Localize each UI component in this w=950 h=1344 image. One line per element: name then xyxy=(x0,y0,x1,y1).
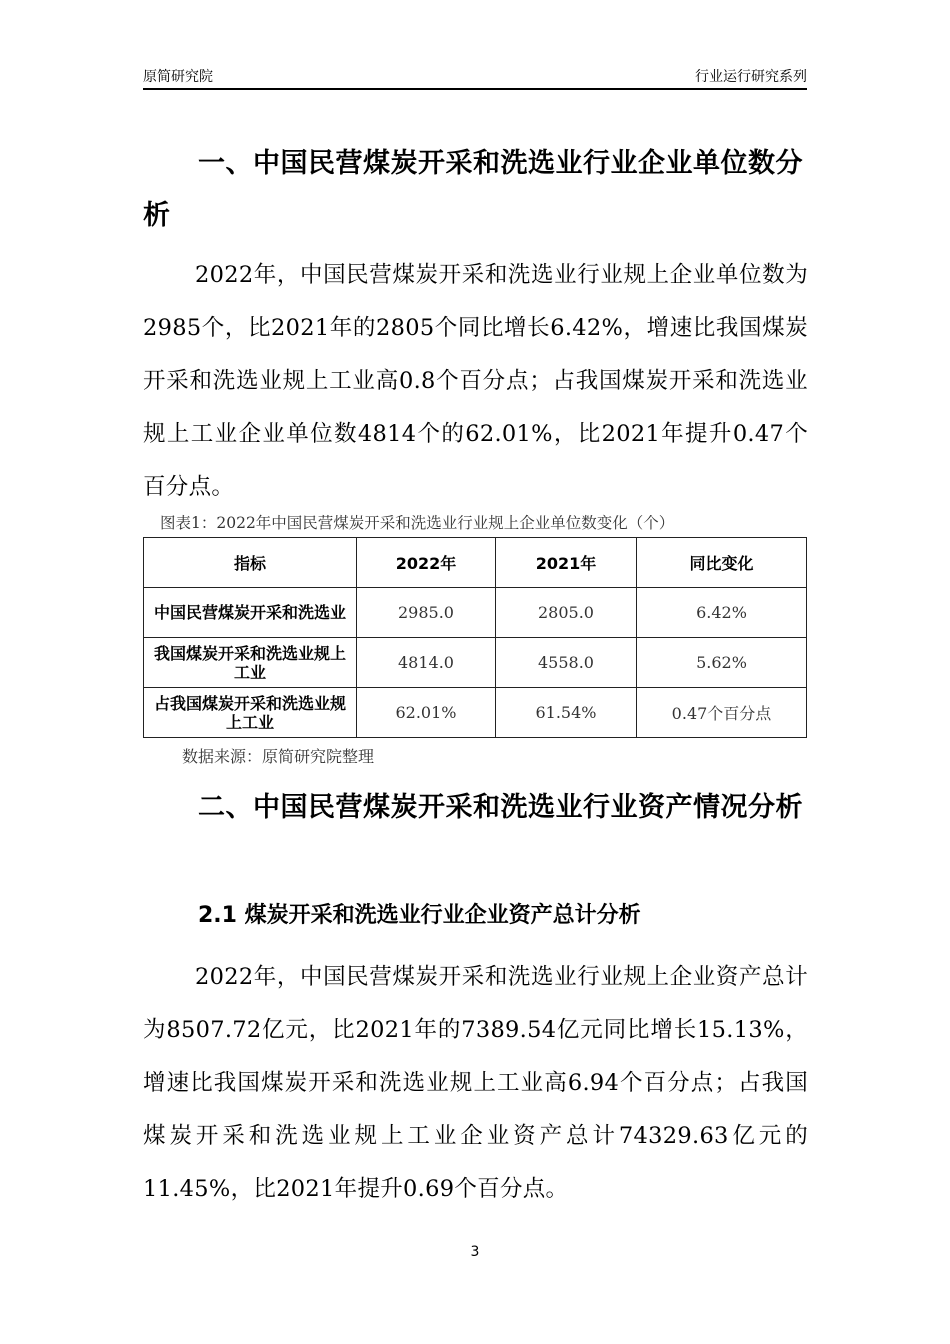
table-row xyxy=(144,688,807,738)
table1-caption: 图表1：2022年中国民营煤炭开采和洗选业行业规上企业单位数变化（个） xyxy=(160,514,675,532)
header-series-name: 行业运行研究系列 xyxy=(695,69,807,85)
row-label: 中国民营煤炭开采和洗选业 xyxy=(144,588,357,638)
section1-heading: 一、中国民营煤炭开采和洗选业行业企业单位数分析 xyxy=(143,148,803,231)
table-cell: 5.62% xyxy=(637,638,807,688)
table-row xyxy=(144,588,807,638)
table-cell: 6.42% xyxy=(637,588,807,638)
page-number: 3 xyxy=(470,1244,480,1260)
table-cell: 0.47个百分点 xyxy=(637,688,807,738)
row-label: 我国煤炭开采和洗选业规上工业 xyxy=(144,638,357,688)
table1 xyxy=(143,537,807,738)
section2-heading: 二、中国民营煤炭开采和洗选业行业资产情况分析 xyxy=(198,792,803,823)
section2-subheading: 2.1 煤炭开采和洗选业行业企业资产总计分析 xyxy=(198,903,641,928)
column-header: 2022年 xyxy=(357,538,496,588)
table1-source: 数据来源：原简研究院整理 xyxy=(182,747,375,766)
row-label: 占我国煤炭开采和洗选业规上工业 xyxy=(144,688,357,738)
table-cell: 62.01% xyxy=(357,688,496,738)
section2-paragraph: 2022年，中国民营煤炭开采和洗选业行业规上企业资产总计为8507.72亿元，比2021年的7389.54亿元同比增长15.13%，增速比我国煤炭开采和洗选业规上工业高6.94个百分点；占我国煤炭开采和洗选业规上工业企业资产总计74329.63亿元的11.45%，比2021年提升0.69个百分点。 xyxy=(143,964,808,1202)
table-row xyxy=(144,638,807,688)
column-header: 同比变化 xyxy=(637,538,807,588)
table-cell: 2985.0 xyxy=(357,588,496,638)
table-cell: 4558.0 xyxy=(496,638,637,688)
table-cell: 61.54% xyxy=(496,688,637,738)
table-cell: 4814.0 xyxy=(357,638,496,688)
page-header xyxy=(143,66,807,90)
table-header-row xyxy=(144,538,807,588)
column-header: 2021年 xyxy=(496,538,637,588)
table-cell: 2805.0 xyxy=(496,588,637,638)
section1-paragraph: 2022年，中国民营煤炭开采和洗选业行业规上企业单位数为2985个，比2021年的2805个同比增长6.42%，增速比我国煤炭开采和洗选业规上工业高0.8个百分点；占我国煤炭开采和洗选业规上工业企业单位数4814个的62.01%，比2021年提升0.47个百分点。 xyxy=(143,262,808,500)
column-header: 指标 xyxy=(144,538,357,588)
header-org-name: 原简研究院 xyxy=(143,69,213,85)
